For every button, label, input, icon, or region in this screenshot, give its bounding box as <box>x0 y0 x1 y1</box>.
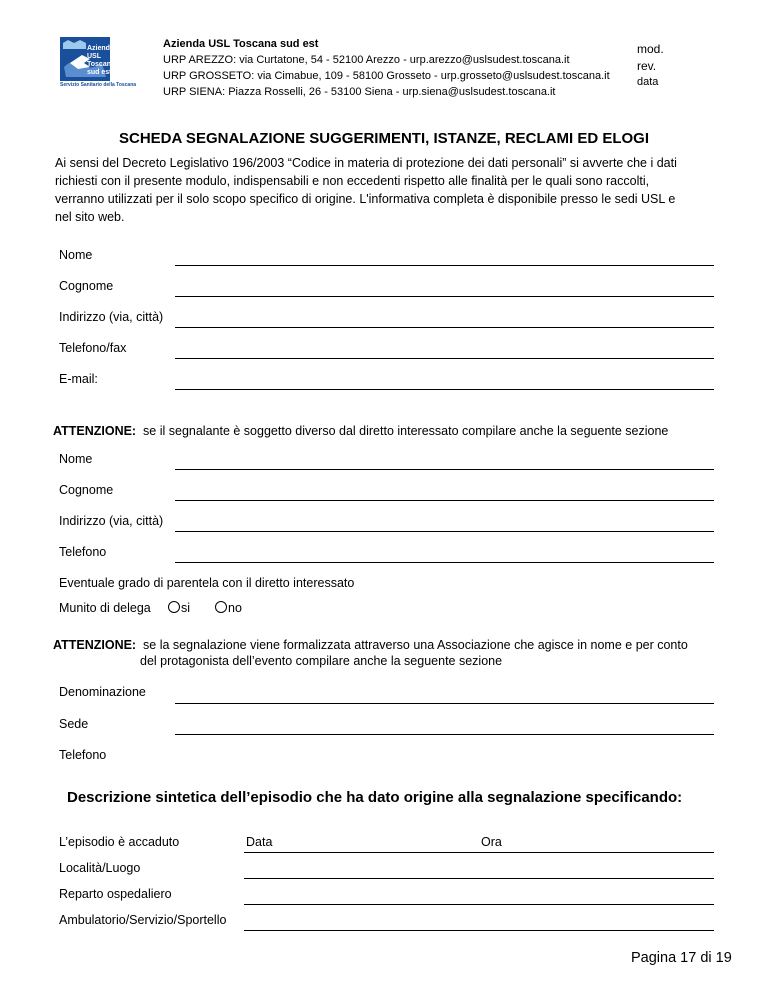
telefono-2-field[interactable] <box>175 562 714 563</box>
mod-label: mod. <box>637 42 664 56</box>
attention-2-line1: se la segnalazione viene formalizzata attraverso una Associazione che agisce in nome e per conto <box>143 638 688 652</box>
logo-line2: USL <box>87 53 101 60</box>
indirizzo-label: Indirizzo (via, città) <box>59 310 164 324</box>
privacy-line-2: richiesti con il presente modulo, indispensabili e non eccedenti rispetto alle finalità per le quali sono raccolti, <box>55 174 650 188</box>
attention-1-bold: ATTENZIONE: <box>53 424 137 438</box>
logo-footer: Servizio Sanitario della Toscana <box>60 82 137 87</box>
radio-no[interactable] <box>215 601 242 615</box>
radio-no-label: no <box>228 601 242 615</box>
nome-label: Nome <box>59 248 93 262</box>
sede-field[interactable] <box>175 734 714 735</box>
radio-si[interactable] <box>168 601 190 615</box>
attention-2-bold: ATTENZIONE: <box>53 638 137 652</box>
urp-grosseto: URP GROSSETO: via Cimabue, 109 - 58100 Grosseto - urp.grosseto@uslsudest.toscana.it <box>163 70 610 82</box>
logo-line3: Toscana <box>87 61 115 68</box>
privacy-line-4: nel sito web. <box>55 210 125 224</box>
reparto-label: Reparto ospedaliero <box>59 887 172 901</box>
urp-arezzo: URP AREZZO: via Curtatone, 54 - 52100 Arezzo - urp.arezzo@uslsudest.toscana.it <box>163 54 570 66</box>
cognome-2-field[interactable] <box>175 500 714 501</box>
usl-logo <box>60 37 148 87</box>
logo-line4: sud est <box>87 69 112 76</box>
page-number: Pagina 17 di 19 <box>631 950 732 966</box>
sede-label: Sede <box>59 717 89 731</box>
email-field[interactable] <box>175 389 714 390</box>
denominazione-field[interactable] <box>175 703 714 704</box>
delega-label: Munito di delega <box>59 601 151 615</box>
cognome-2-label: Cognome <box>59 483 114 497</box>
nome-2-label: Nome <box>59 452 93 466</box>
cognome-label: Cognome <box>59 279 114 293</box>
urp-siena: URP SIENA: Piazza Rosselli, 26 - 53100 Siena - urp.siena@uslsudest.toscana.it <box>163 86 556 98</box>
denominazione-label: Denominazione <box>59 685 146 699</box>
cognome-field[interactable] <box>175 296 714 297</box>
email-label: E-mail: <box>59 372 98 386</box>
ambulatorio-field[interactable] <box>244 930 714 931</box>
attention-2-line2: del protagonista dell’evento compilare anche la seguente sezione <box>140 654 503 668</box>
privacy-line-1: Ai sensi del Decreto Legislativo 196/2003 “Codice in materia di protezione dei dati personali” si avverte che i dati <box>55 156 677 170</box>
radio-no-circle[interactable] <box>215 601 227 613</box>
data-ora-field[interactable] <box>244 852 714 853</box>
data-field-label: Data <box>246 835 273 849</box>
logo-line1: Azienda <box>87 45 114 52</box>
rev-label: rev. <box>637 59 657 73</box>
indirizzo-field[interactable] <box>175 327 714 328</box>
radio-si-label: si <box>181 601 191 615</box>
radio-si-circle[interactable] <box>168 601 180 613</box>
telefono-fax-field[interactable] <box>175 358 714 359</box>
reparto-field[interactable] <box>244 904 714 905</box>
org-name: Azienda USL Toscana sud est <box>163 38 319 50</box>
indirizzo-2-label: Indirizzo (via, città) <box>59 514 164 528</box>
ambulatorio-label: Ambulatorio/Servizio/Sportello <box>59 913 227 927</box>
form-title: SCHEDA SEGNALAZIONE SUGGERIMENTI, ISTANZE, RECLAMI ED ELOGI <box>118 130 650 147</box>
attention-1 <box>53 424 668 438</box>
telefono-3-label: Telefono <box>59 748 107 762</box>
telefono-2-label: Telefono <box>59 545 107 559</box>
accaduto-label: L’episodio è accaduto <box>59 835 180 849</box>
nome-field[interactable] <box>175 265 714 266</box>
parentela-label: Eventuale grado di parentela con il diretto interessato <box>59 576 355 590</box>
privacy-line-3: verranno utilizzati per il solo scopo specifico di origine. L'informativa completa è disponibile presso le sedi USL e <box>55 192 676 206</box>
nome-2-field[interactable] <box>175 469 714 470</box>
localita-label: Località/Luogo <box>59 861 141 875</box>
description-title: Descrizione sintetica dell’episodio che ha dato origine alla segnalazione specificando: <box>67 789 683 806</box>
indirizzo-2-field[interactable] <box>175 531 714 532</box>
attention-2 <box>53 638 688 652</box>
data-label: data <box>637 76 659 88</box>
attention-1-text: se il segnalante è soggetto diverso dal diretto interessato compilare anche la seguente sezione <box>143 424 669 438</box>
ora-field-label: Ora <box>481 835 502 849</box>
localita-field[interactable] <box>244 878 714 879</box>
telefono-fax-label: Telefono/fax <box>59 341 127 355</box>
